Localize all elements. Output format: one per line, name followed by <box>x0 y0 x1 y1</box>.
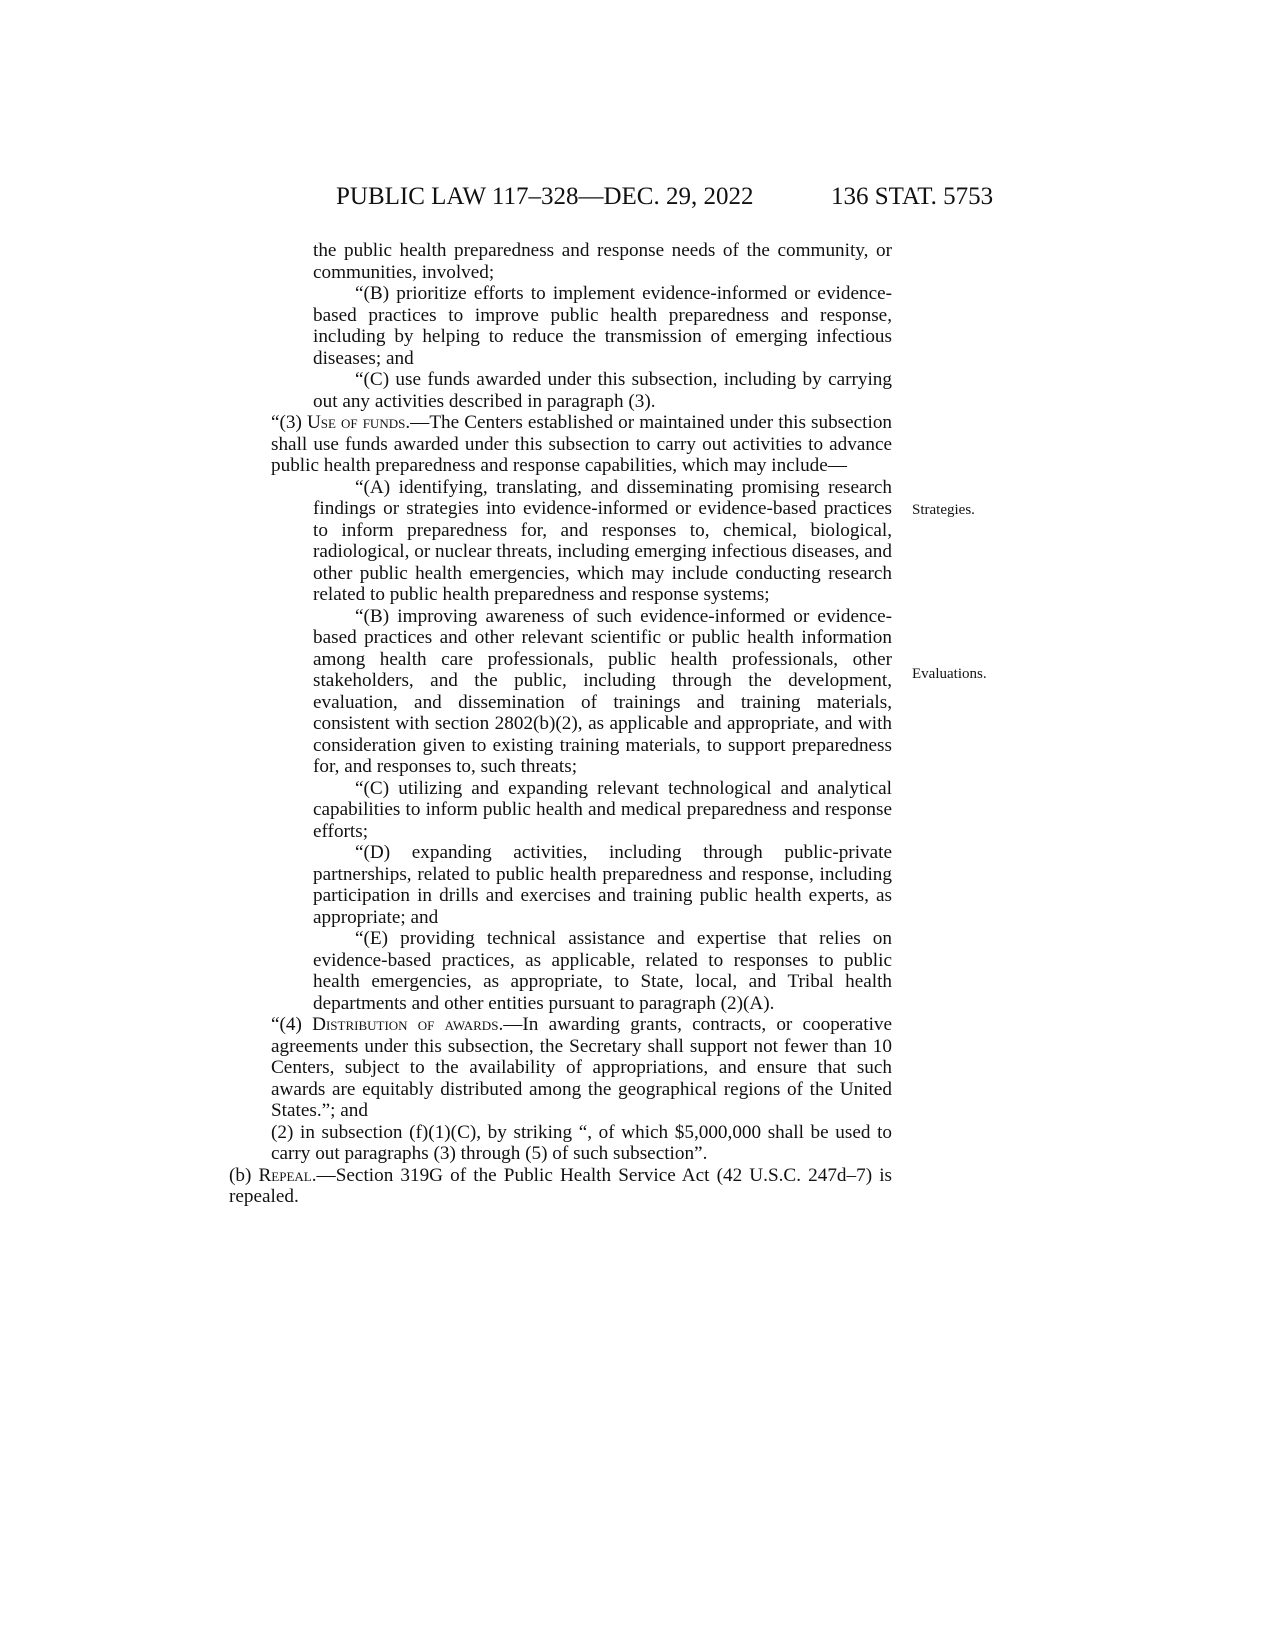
paragraph-b-repeal <box>229 1165 892 1208</box>
paragraph-3-text: .—The Centers established or maintained under this subsection shall use funds awarded under this subsection to carry out activities to advance public health preparedness and response capabilities, which may include— <box>271 412 893 476</box>
margin-note-strategies: Strategies. <box>912 502 975 518</box>
paragraph-4-text: .—In awarding grants, contracts, or cooperative agreements under this subsection, the Secretary shall support not fewer than 10 Centers, subject to the availability of appropriations, and ensure that such awards are equitably distributed among the geographical regions of the United States.”; and <box>271 1014 893 1121</box>
paragraph-4-distribution <box>229 1014 892 1122</box>
paragraph-2b: “(B) prioritize efforts to implement evidence-informed or evidence-based practices to improve public health preparedness and response, including by helping to reduce the transmission of emerging infectious diseases; and <box>313 283 892 369</box>
paragraph-3-heading: Use of funds <box>306 412 406 433</box>
paragraph-continuation: the public health preparedness and response needs of the community, or communities, involved; <box>313 240 892 283</box>
paragraph-3b: “(B) improving awareness of such evidence-informed or evidence-based practices and other relevant scientific or public health information among health care professionals, public health professionals, other stakeholders, and the public, including through the development, evaluation, and dissemination of trainings and training materials, consistent with section 2802(b)(2), as applicable and appropriate, and with consideration given to existing training materials, to support preparedness for, and responses to, such threats; <box>313 605 892 777</box>
margin-note-evaluations: Evaluations. <box>912 666 987 682</box>
page-header <box>0 183 1275 223</box>
paragraph-3-lead: “(3) <box>271 412 307 433</box>
paragraph-3a: “(A) identifying, translating, and disseminating promising research findings or strategies into evidence-informed or evidence-based practices to inform preparedness for, and responses to, chemical, biological, radiological, or nuclear threats, including emerging infectious diseases, and other public health emergencies, which may include conducting research related to public health preparedness and response systems; <box>313 476 892 605</box>
document-body <box>229 240 892 1208</box>
paragraph-3e: “(E) providing technical assistance and expertise that relies on evidence-based practices, as applicable, related to responses to public health emergencies, as appropriate, to State, local, and Tribal health departments and other entities pursuant to paragraph (2)(A). <box>313 928 892 1014</box>
paragraph-b-lead: (b) <box>229 1164 259 1186</box>
paragraph-4-heading: Distribution of awards <box>312 1014 499 1035</box>
page-stat-number: 136 STAT. 5753 <box>831 183 994 210</box>
paragraph-3-use-of-funds <box>229 412 892 477</box>
paragraph-2c: “(C) use funds awarded under this subsection, including by carrying out any activities described in paragraph (3). <box>313 369 892 412</box>
running-head: PUBLIC LAW 117–328—DEC. 29, 2022 <box>336 183 754 210</box>
paragraph-a2: (2) in subsection (f)(1)(C), by striking “, of which $5,000,000 shall be used to carry out paragraphs (3) through (5) of such subsection”. <box>271 1121 892 1164</box>
paragraph-b-heading: Repeal <box>258 1164 312 1186</box>
paragraph-3c: “(C) utilizing and expanding relevant technological and analytical capabilities to inform public health and medical preparedness and response efforts; <box>313 777 892 842</box>
paragraph-3d: “(D) expanding activities, including through public-private partnerships, related to public health preparedness and response, including participation in drills and exercises and training public health experts, as appropriate; and <box>313 842 892 928</box>
paragraph-b-text: .—Section 319G of the Public Health Service Act (42 U.S.C. 247d–7) is repealed. <box>229 1164 892 1207</box>
paragraph-4-lead: “(4) <box>271 1014 313 1035</box>
